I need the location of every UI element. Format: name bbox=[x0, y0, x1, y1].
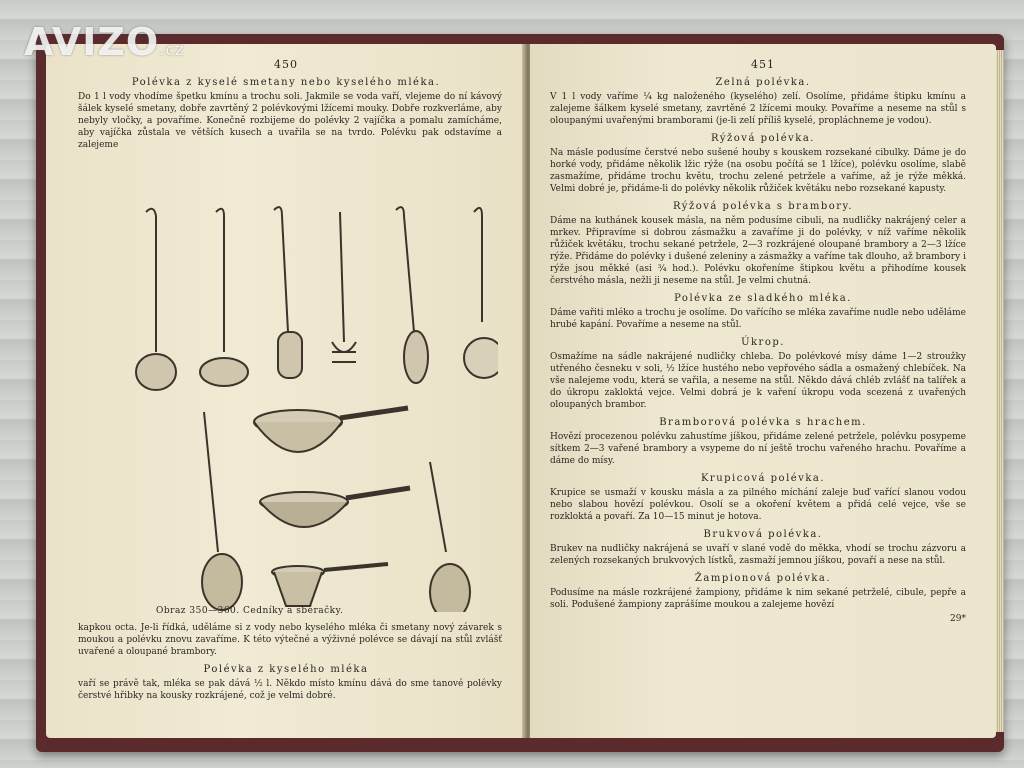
recipe-text: kapkou octa. Je-li řídká, uděláme si z vody nebo kyselého mléka či smetany nový závarek s moukou a polévku znovu zavaříme. K této výtečné a výživné polévce se dávají na stůl zvlášť uvařené a oloupané brambory. bbox=[78, 623, 502, 657]
page-number-right: 451 bbox=[751, 58, 775, 71]
left-page bbox=[46, 44, 526, 738]
open-book bbox=[36, 34, 1004, 752]
utensils-illustration bbox=[78, 172, 498, 612]
avizo-watermark: AVIZO.cz bbox=[24, 20, 185, 64]
recipe-heading: Úkrop. bbox=[741, 337, 785, 348]
recipe-heading: Polévka ze sladkého mléka. bbox=[674, 293, 852, 304]
recipe-heading: Zelná polévka. bbox=[715, 77, 811, 88]
illustration-caption: Obraz 350—360. Cedníky a sběračky. bbox=[156, 606, 344, 616]
recipe-text: Krupice se usmaží v kousku másla a za pilného míchání zaleje buď vařící slanou vodou nebo slabou hovězí polévkou. Osolí se a okoření květem a přidá celé vejce, vše se rozkloktá a povaří. Za 10—15 minut je hotova. bbox=[550, 488, 966, 522]
recipe-heading: Krupicová polévka. bbox=[700, 473, 826, 484]
recipe-heading: Bramborová polévka s hrachem. bbox=[659, 417, 867, 428]
recipe-text: Do 1 l vody vhodíme špetku kmínu a trochu soli. Jakmile se voda vaří, vlejeme do ní kávový šálek kyselé smetany, dobře zavrtěný 2 polévkovými lžícemi mouky. Dobře rozkverláme, aby nebyly vločky, a povaříme. Konečně rozbijeme do polévky 2 vajíčka a pomalu zamícháme, aby vajíčka zůstala ve větších kusech a uvařila se na tvrdo. Polévku pak odstavíme a zalejeme bbox=[78, 92, 502, 150]
recipe-text: Dáme na kuthánek kousek másla, na něm podusíme cibuli, na nudličky nakrájený celer a mrkev. Připravíme si dobrou zásmažku a zavaříme ji do polévky, v níž vaříme několik růžiček květáku, trochu sekané petržele, 2—3 rozkrájené oloupané brambory a 2—3 lžíce rýže. Přidáme do polévky i dušené zeleniny a zásmažky a vaříme tak dlouho, až brambory i rýže jsou měkké (asi ¾ hod.). Polévku okořeníme štipkou květu a přihodíme kousek čerstvého másla, nežli ji neseme na stůl. Je velmi chutná. bbox=[550, 216, 966, 286]
recipe-heading: Rýžová polévka. bbox=[711, 133, 815, 144]
recipe-heading: Rýžová polévka s brambory. bbox=[672, 201, 854, 212]
recipe-text: vaří se právě tak, mléka se pak dává ½ l. Někdo místo kmínu dává do sme tanové polévky čerstvé hřibky na kousky rozkrájené, což je velmi dobré. bbox=[78, 679, 502, 701]
page-number-left: 450 bbox=[274, 58, 298, 71]
recipe-text: Dáme vařiti mléko a trochu je osolíme. Do vařícího se mléka zavaříme nudle nebo uděláme hrubé kapání. Povaříme a neseme na stůl. bbox=[550, 308, 966, 330]
recipe-text: Osmažíme na sádle nakrájené nudličky chleba. Do polévkové mísy dáme 1—2 stroužky utřeného česneku v soli, ½ lžíce hustého nebo vepřového sádla a osmažený chlebíček. Na vše nalejeme vodu, která se vařila, a neseme na stůl. Někdo dává chléb zvlášť na talířek a do úkropu zakloktá vejce. Velmi dobrá je k vaření úkropu voda scezená z uvařených oloupaných brambor. bbox=[550, 352, 966, 410]
recipe-heading: Polévka z kyselé smetany nebo kyselého mléka. bbox=[131, 77, 441, 88]
recipe-heading: Brukvová polévka. bbox=[703, 529, 823, 540]
recipe-text: Na másle podusíme čerstvé nebo sušené houby s kouskem rozsekané cibulky. Dáme je do horké vody, přidáme několik lžic rýže (na osobu počítá se 1 lžíce), polévku osolíme, slabě zasmažíme, přidáme trochu květu, trochu zelené petržele a vaříme, až je rýže měkká. Velmi dobré je, přidáme-li do polévky několik růžiček květáku nebo rozsekané kapusty. bbox=[550, 148, 966, 194]
recipe-heading: Žampionová polévka. bbox=[694, 573, 832, 584]
recipe-text: Podusíme na másle rozkrájené žampiony, přidáme k nim sekané petrželé, cibule, pepře a soli. Podušené žampiony zaprášíme moukou a zalejeme hovězí bbox=[550, 588, 966, 610]
recipe-text: V 1 l vody vaříme ¼ kg naloženého (kyselého) zelí. Osolíme, přidáme štipku kmínu a zalejeme šálkem kyselé smetany, zavrtěné 2 lžícemi mouky. Povaříme a neseme na stůl s oloupanými uvařenými bramborami (je-li zelí příliš kyselé, propláchneme je vodou). bbox=[550, 92, 966, 126]
recipe-text: Hovězí procezenou polévku zahustíme jíškou, přidáme zelené petržele, polévku posypeme sítkem 2—3 vařené brambory a vsypeme do ní ještě trochu vařeného hrachu. Povaříme a dáme do mísy. bbox=[550, 432, 966, 466]
recipe-text: Brukev na nudličky nakrájená se uvaří v slané vodě do měkka, vhodí se trochu zázvoru a zelených rozsekaných brukvových lístků, zasmaží jemnou jíškou, povaří a nese na stůl. bbox=[550, 544, 966, 566]
signature-mark: 29* bbox=[950, 614, 966, 624]
right-page bbox=[530, 44, 996, 738]
recipe-heading: Polévka z kyselého mléka bbox=[203, 664, 369, 675]
